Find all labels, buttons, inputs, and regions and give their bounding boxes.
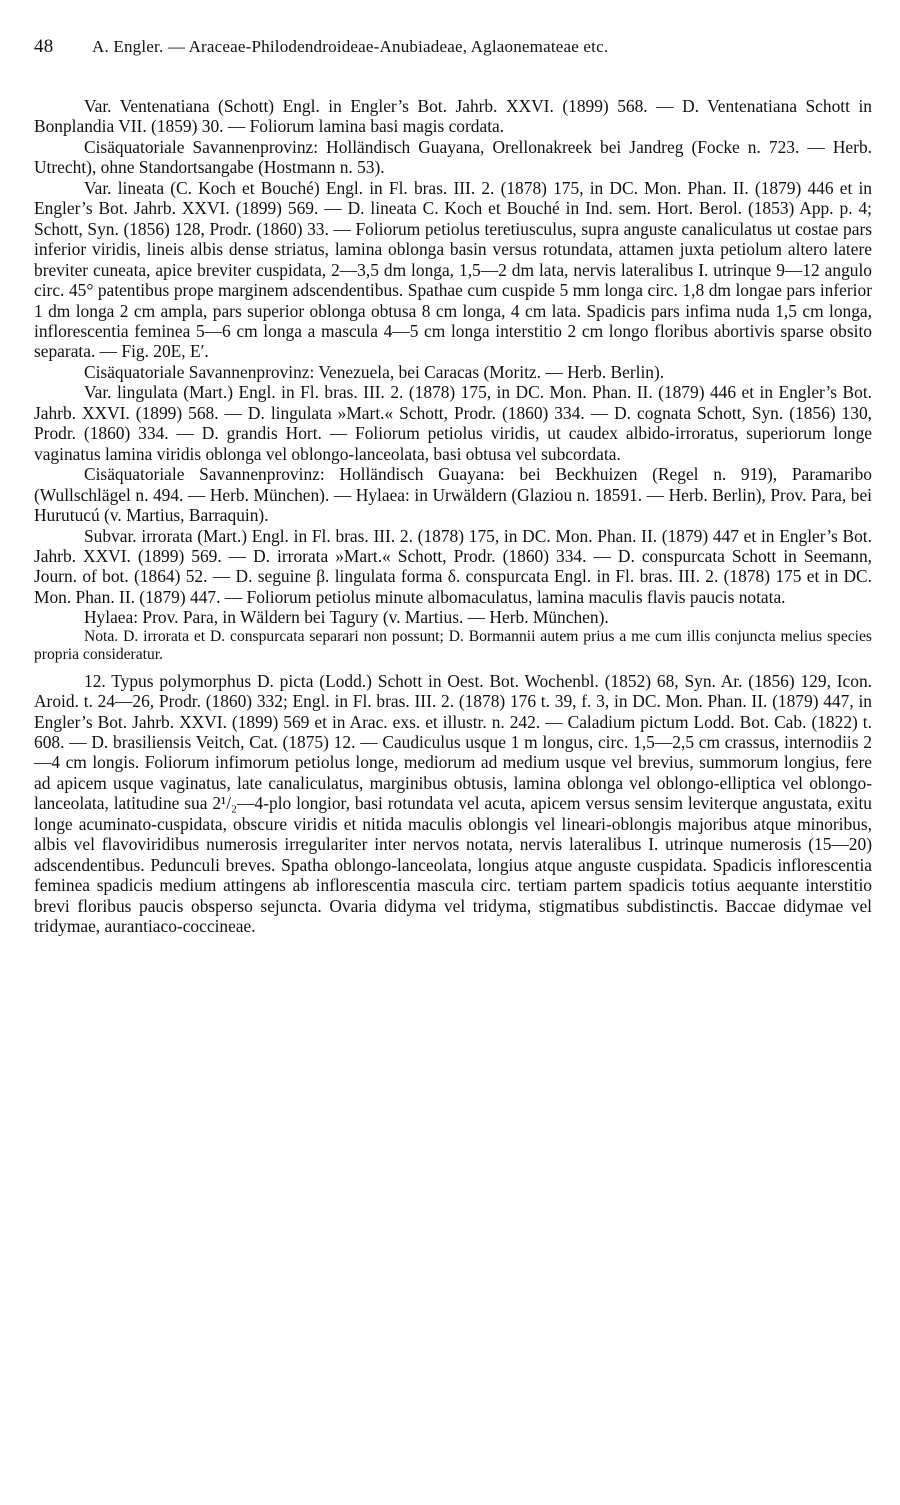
page-number: 48	[34, 36, 54, 57]
page-header	[34, 36, 872, 58]
running-title: A. Engler. — Araceae-Philodendroideae-Anubiadeae, Aglaonemateae etc.	[92, 37, 609, 56]
paragraph-irrorata-distribution: Hylaea: Prov. Para, in Wäldern bei Tagury (v. Martius. — Herb. München).	[84, 607, 609, 628]
paragraph-var-lineata: Var. lineata (C. Koch et Bouché) Engl. in Fl. bras. III. 2. (1878) 175, in DC. Mon. Phan. II. (1879) 446 et in Engler’s Bot. Jahrb. XXVI. (1899) 569. — D. lineata C. Koch et Bouché in Ind. sem. Hort. Berol. (1853) App. p. 4; Schott, Syn. (1856) 128, Prodr. (1860) 33. — Foliorum petiolus teretiusculus, supra anguste canaliculatus ut costae pars inferior viridis, lineis albis dense striatus, lamina oblonga basin versus rotundata, attamen juxta petiolum altero latere breviter cuneata, apice breviter cuspidata, 2—3,5 dm longa, 1,5—2 dm lata, nervis lateralibus I. utrinque 9—12 angulo circ. 45° patentibus prope marginem adscendentibus. Spathae cum cuspide 5 mm longa circ. 1,8 dm longae pars inferior 1 dm longa 2 cm ampla, pars superior oblonga obtusa 8 cm longa, 4 cm lata. Spadicis pars infima nuda 1,5 cm longa, inflorescentia feminea 5—6 cm longa a mascula 4—5 cm longa interstitio 2 cm longo floribus abortivis sparse obsito separata. — Fig. 20E, E′.	[34, 177, 872, 362]
paragraph-ventenatiana-distribution: Cisäquatoriale Savannenprovinz: Holländisch Guayana, Orellonakreek bei Jandreg (Focke n. 723. — Herb. Utrecht), ohne Standortsangabe (Hostmann n. 53).	[34, 136, 872, 178]
paragraph-dieffenbachia-picta: 12. Typus polymorphus D. picta (Lodd.) Schott in Oest. Bot. Wochenbl. (1852) 68, Syn. Ar. (1856) 129, Icon. Aroid. t. 24—26, Prodr. (1860) 332; Engl. in Fl. bras. III. 2. (1878) 176 t. 39, f. 3, in DC. Mon. Phan. II. (1879) 447, in Engler’s Bot. Jahrb. XXVI. (1899) 569 et in Arac. exs. et illustr. n. 242. — Caladium pictum Lodd. Bot. Cab. (1822) t. 608. — D. brasiliensis Veitch, Cat. (1875) 12. — Caudiculus usque 1 m longus, circ. 1,5—2,5 cm crassus, internodiis 2—4 cm longis. Foliorum infimorum petiolus longe, mediorum ad medium usque vel brevius, summorum longius, fere ad apicem usque vaginatus, late canaliculatus, marginibus obtusis, lamina oblonga vel oblongo-elliptica vel oblongo-lanceolata, latitudine sua 2¹/₂—4-plo longior, basi rotundata vel acuta, apicem versus sensim leviterque angustata, exitu longe acuminato-cuspidata, obscure viridis et nitida maculis oblongis vel lineari-oblongis majoribus atque minoribus, albis vel flavoviridibus numerosis irregulariter inter nervos notata, nervis lateralibus I. utrinque numerosis (15—20) adscendentibus. Pedunculi breves. Spatha oblongo-lanceolata, longius atque anguste cuspidata. Spadicis inflorescentia feminea spadicis medium attingens ab inflorescentia mascula circ. tertiam partem spadicis totius aequante interstitio brevi floribus paucis obsperso sejuncta. Ovaria didyma vel tridyma, stigmatibus subdistinctis. Baccae didymae vel tridymae, aurantiaco-coccineae.	[34, 670, 872, 937]
document-page	[34, 36, 872, 936]
paragraph-var-lingulata: Var. lingulata (Mart.) Engl. in Fl. bras. III. 2. (1878) 175, in DC. Mon. Phan. II. (1879) 446 et in Engler’s Bot. Jahrb. XXVI. (1899) 568. — D. lingulata »Mart.« Schott, Prodr. (1860) 334. — D. cognata Schott, Syn. (1856) 130, Prodr. (1860) 334. — D. grandis Hort. — Foliorum petiolus viridis, ut caudex albido-irroratus, superiorum longe vaginatus lamina viridis oblonga vel oblongo-lanceolata, basi obtusa vel subcordata.	[34, 382, 872, 464]
paragraph-nota: Nota. D. irrorata et D. conspurcata separari non possunt; D. Bormannii autem prius a me cum illis conjuncta melius species propria consideratur.	[34, 627, 872, 664]
paragraph-lineata-distribution: Cisäquatoriale Savannenprovinz: Venezuela, bei Caracas (Moritz. — Herb. Berlin).	[84, 361, 665, 382]
paragraph-var-ventenatiana: Var. Ventenatiana (Schott) Engl. in Engler’s Bot. Jahrb. XXVI. (1899) 568. — D. Ventenatiana Schott in Bonplandia VII. (1859) 30. — Foliorum lamina basi magis cordata.	[34, 96, 872, 137]
paragraph-lingulata-distribution: Cisäquatoriale Savannenprovinz: Holländisch Guayana: bei Beckhuizen (Regel n. 919), Paramaribo (Wullschlägel n. 494. — Herb. München). — Hylaea: in Urwäldern (Glaziou n. 18591. — Herb. Berlin), Prov. Para, bei Hurutucú (v. Martius, Barraquin).	[34, 464, 872, 526]
paragraph-subvar-irrorata: Subvar. irrorata (Mart.) Engl. in Fl. bras. III. 2. (1878) 175, in DC. Mon. Phan. II. (1879) 447 et in Engler’s Bot. Jahrb. XXVI. (1899) 569. — D. irrorata »Mart.« Schott, Prodr. (1860) 334. — D. conspurcata Schott in Seemann, Journ. of bot. (1864) 52. — D. seguine β. lingulata forma δ. conspurcata Engl. in Fl. bras. III. 2. (1878) 175 et in DC. Mon. Phan. II. (1879) 447. — Foliorum petiolus minute albomaculatus, lamina maculis flavis paucis notata.	[34, 525, 872, 607]
